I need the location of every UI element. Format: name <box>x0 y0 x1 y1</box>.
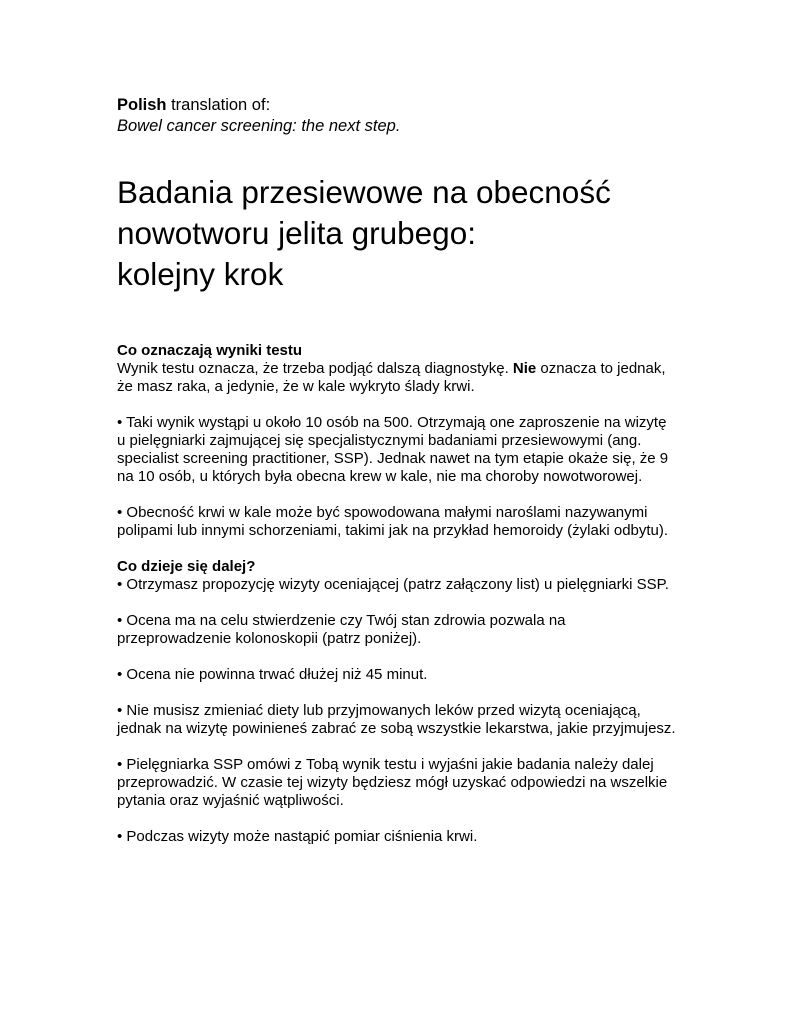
translation-of-text: translation of: <box>166 96 271 114</box>
section-heading-results: Co oznaczają wyniki testu <box>117 342 303 359</box>
next-steps-bullet: • Pielęgniarka SSP omówi z Tobą wynik testu i wyjaśni jakie badania należy dalej przeprowadzić. W czasie tej wizyty będziesz mógł uzyskać odpowiedzi na wszelkie pytania oraz wyjaśnić wątpliwości. <box>117 756 668 809</box>
results-intro-before: Wynik testu oznacza, że trzeba podjąć dalszą diagnostykę. <box>117 360 513 377</box>
translation-note <box>117 95 677 116</box>
original-title: Bowel cancer screening: the next step. <box>117 117 401 135</box>
results-bullet: • Taki wynik wystąpi u około 10 osób na 500. Otrzymają one zaproszenie na wizytę u pielęgniarki zajmującej się specjalistycznymi badaniami przesiewowymi (ang. specialist screening practitioner, SSP). Jednak nawet na tym etapie okaże się, że 9 na 10 osób, u których była obecna krew w kale, nie ma choroby nowotworowej. <box>117 414 669 485</box>
title-line-3: kolejny krok <box>117 256 284 292</box>
next-steps-bullet: • Ocena ma na celu stwierdzenie czy Twój stan zdrowia pozwala na przeprowadzenie kolonoskopii (patrz poniżej). <box>117 612 566 647</box>
results-bullet: • Obecność krwi w kale może być spowodowana małymi naroślami nazywanymi polipami lub innymi schorzeniami, takimi jak na przykład hemoroidy (żylaki odbytu). <box>117 504 669 539</box>
document-body <box>117 342 677 864</box>
results-intro-after: oznacza to jednak, że masz raka, a jedynie, że w kale wykryto ślady krwi. <box>117 360 666 395</box>
next-steps-bullet: • Podczas wizyty może nastąpić pomiar ciśnienia krwi. <box>117 828 478 845</box>
language-label: Polish <box>117 96 167 114</box>
next-steps-bullet: • Nie musisz zmieniać diety lub przyjmowanych leków przed wizytą oceniającą, jednak na wizytę powinieneś zabrać ze sobą wszystkie lekarstwa, jakie przyjmujesz. <box>117 702 676 737</box>
translation-header <box>117 95 677 137</box>
title-line-2: nowotworu jelita grubego: <box>117 215 476 251</box>
next-steps-bullet: • Ocena nie powinna trwać dłużej niż 45 minut. <box>117 666 428 683</box>
results-intro-bold: Nie <box>512 360 537 377</box>
results-intro-paragraph <box>117 360 677 396</box>
title-line-1: Badania przesiewowe na obecność <box>117 174 611 210</box>
document-title <box>117 172 717 295</box>
section-heading-next-steps: Co dzieje się dalej? <box>117 558 256 575</box>
next-steps-bullet: • Otrzymasz propozycję wizyty oceniającej (patrz załączony list) u pielęgniarki SSP. <box>117 576 669 593</box>
